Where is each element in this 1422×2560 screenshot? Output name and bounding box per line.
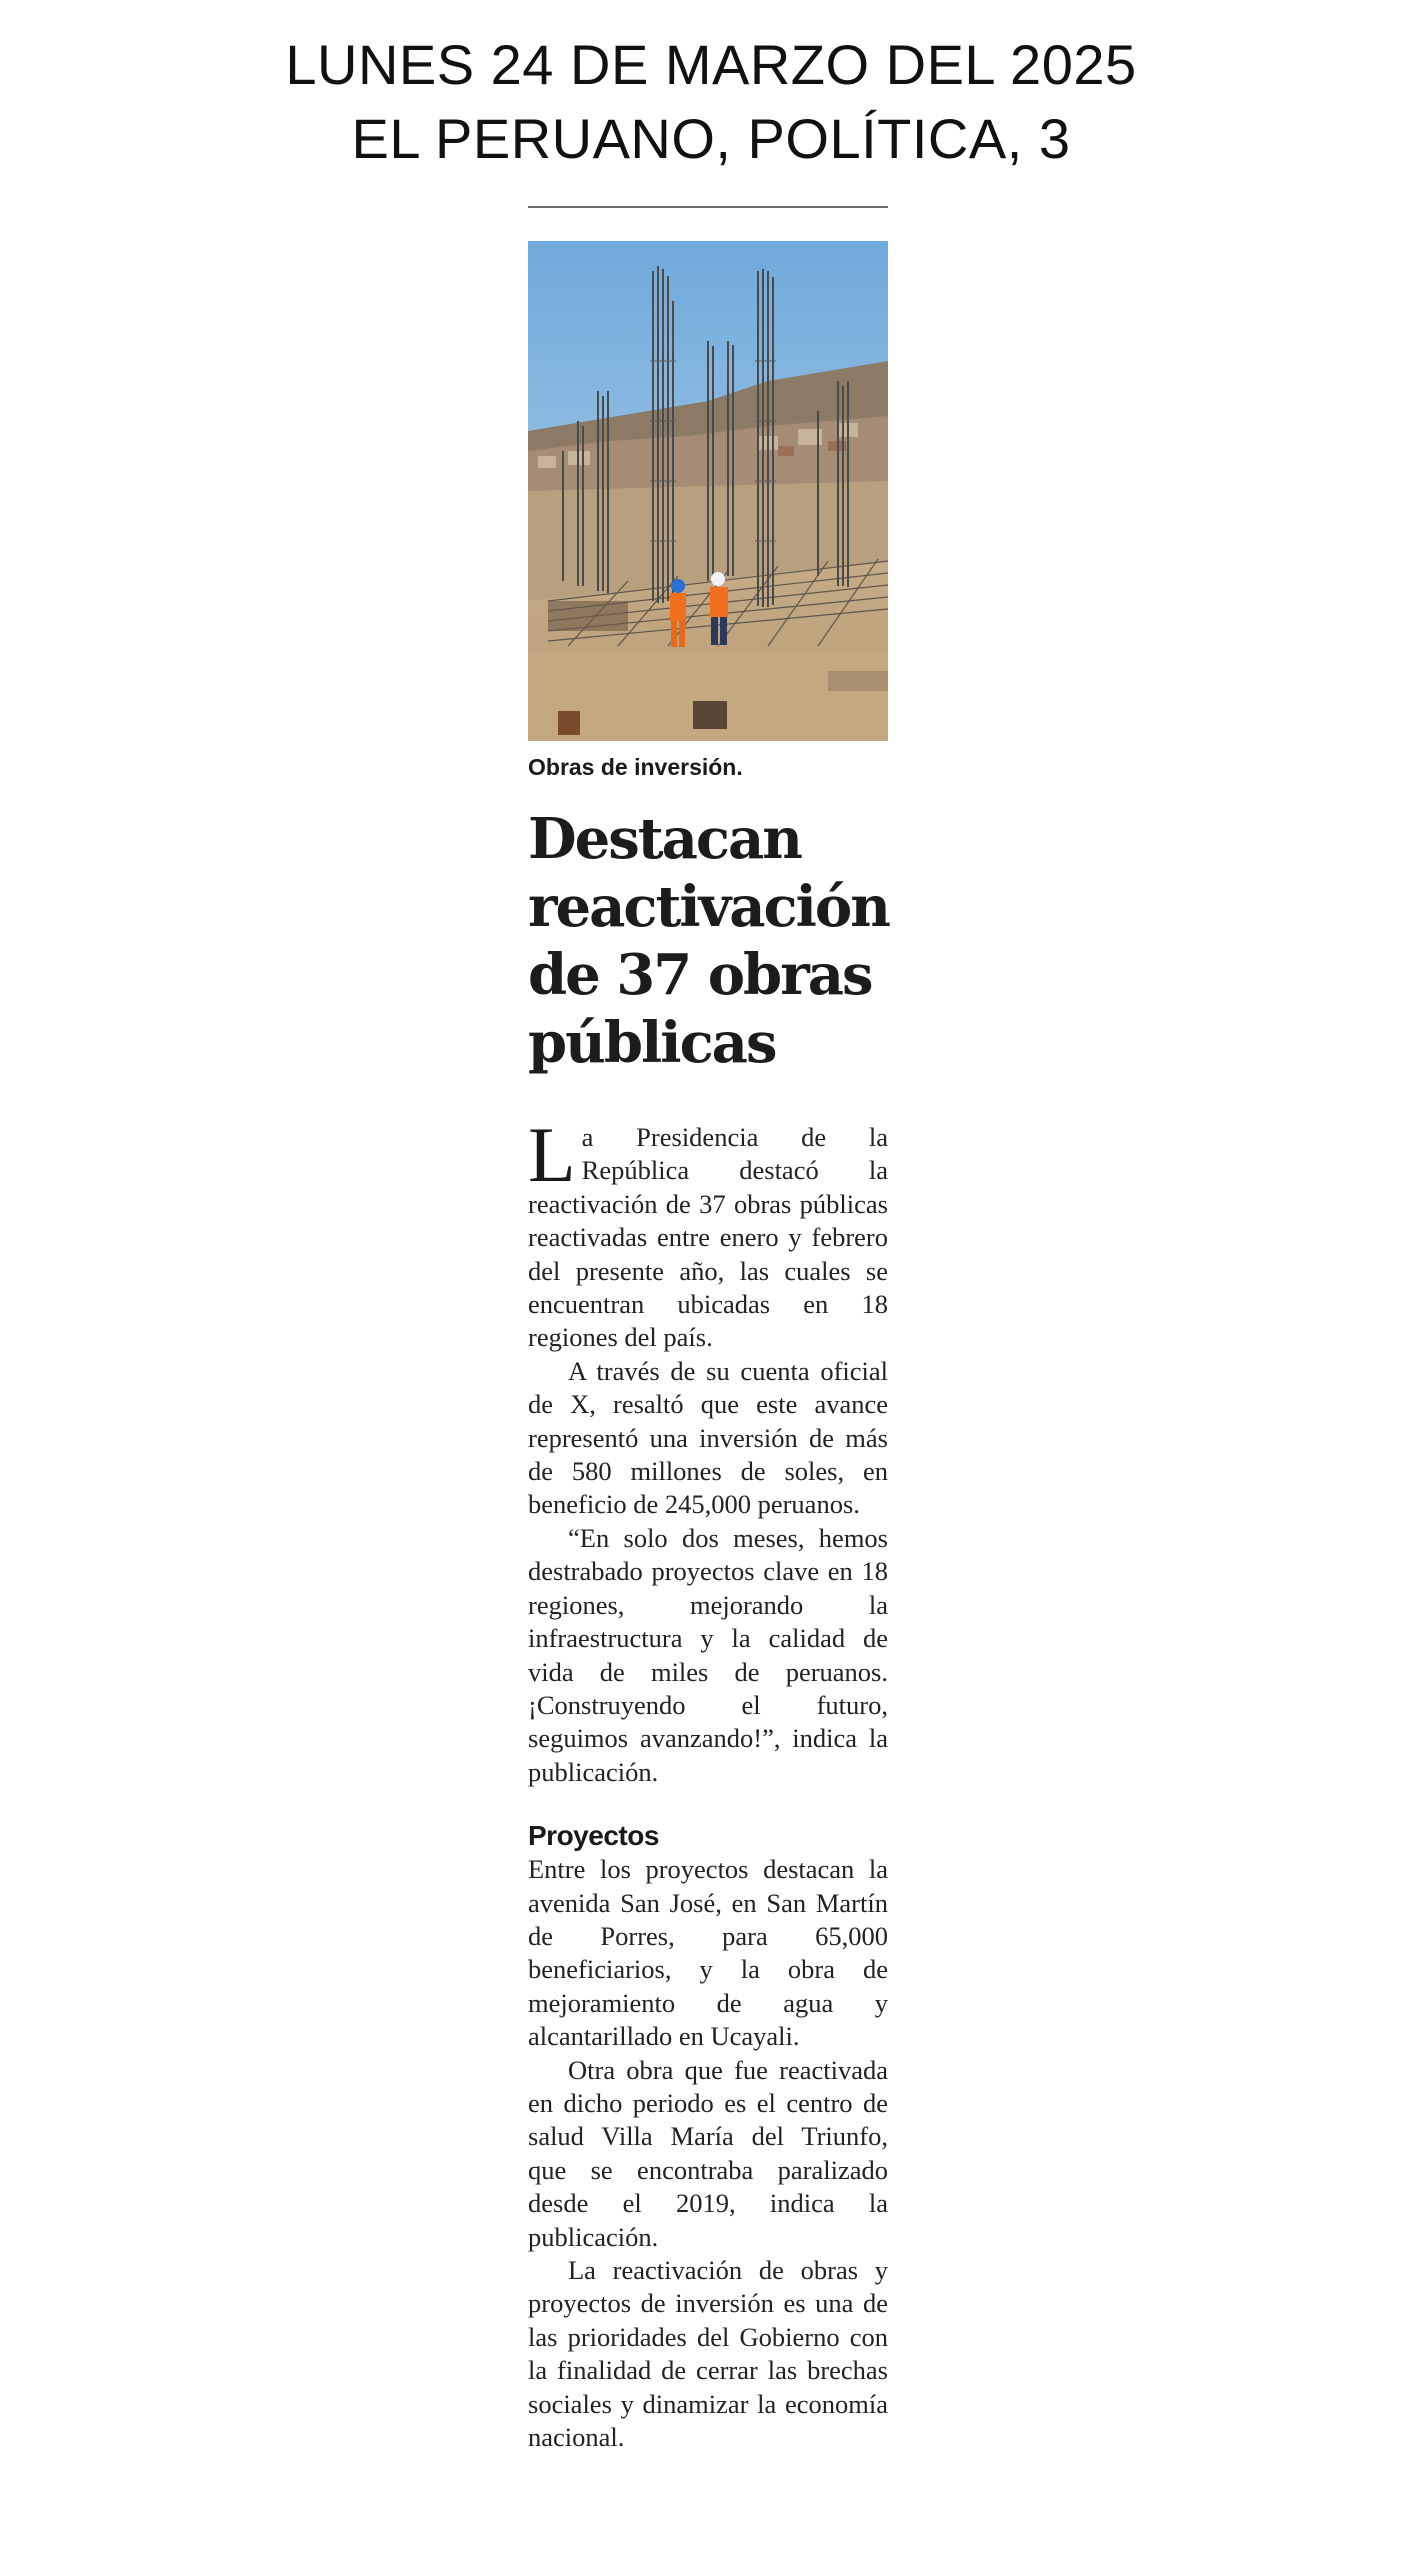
paragraph-1-text: a Presidencia de la República destacó la reactivación de 37 obras públicas reactivadas entre enero y febrero del presente año, las cuales se encuentran ubicadas en 18 regiones del país. <box>528 1122 888 1353</box>
paragraph-6: La reactivación de obras y proyectos de inversión es una de las prioridades del Gobierno con la finalidad de cerrar las brechas sociales y dinamizar la economía nacional. <box>528 2255 888 2453</box>
construction-photo <box>528 241 888 741</box>
divider-rule <box>528 206 888 208</box>
article-headline: Destacan reactivación de 37 obras públicas <box>528 806 889 1076</box>
paragraph-4: Entre los proyectos destacan la avenida San José, en San Martín de Porres, para 65,000 beneficiarios, y la obra de mejoramiento de agua y alcantarillado en Ucayali. <box>528 1854 888 2052</box>
section-subhead: Proyectos <box>528 1820 659 1852</box>
article <box>528 206 888 2454</box>
source-line: EL PERUANO, POLÍTICA, 3 <box>351 107 1071 170</box>
paragraph-1 <box>528 1111 888 1355</box>
paragraph-3: “En solo dos meses, hemos destrabado proyectos clave en 18 regiones, mejorando la infraestructura y la calidad de vida de miles de peruanos. ¡Construyendo el futuro, seguimos avanzando!”, indica la publicación. <box>528 1522 888 1787</box>
date-line: LUNES 24 DE MARZO DEL 2025 <box>285 33 1137 96</box>
paragraph-2: A través de su cuenta oficial de X, resaltó que este avance representó una inversión de más de 580 millones de soles, en beneficio de 245,000 peruanos. <box>528 1355 888 1520</box>
photo-caption: Obras de inversión. <box>528 754 743 780</box>
paragraph-5: Otra obra que fue reactivada en dicho periodo es el centro de salud Villa María del Triunfo, que se encontraba paralizado desde el 2019, indica la publicación. <box>528 2054 888 2252</box>
drop-cap: L <box>528 1111 576 1198</box>
page-header <box>0 28 1422 176</box>
article-body <box>528 1111 888 2454</box>
